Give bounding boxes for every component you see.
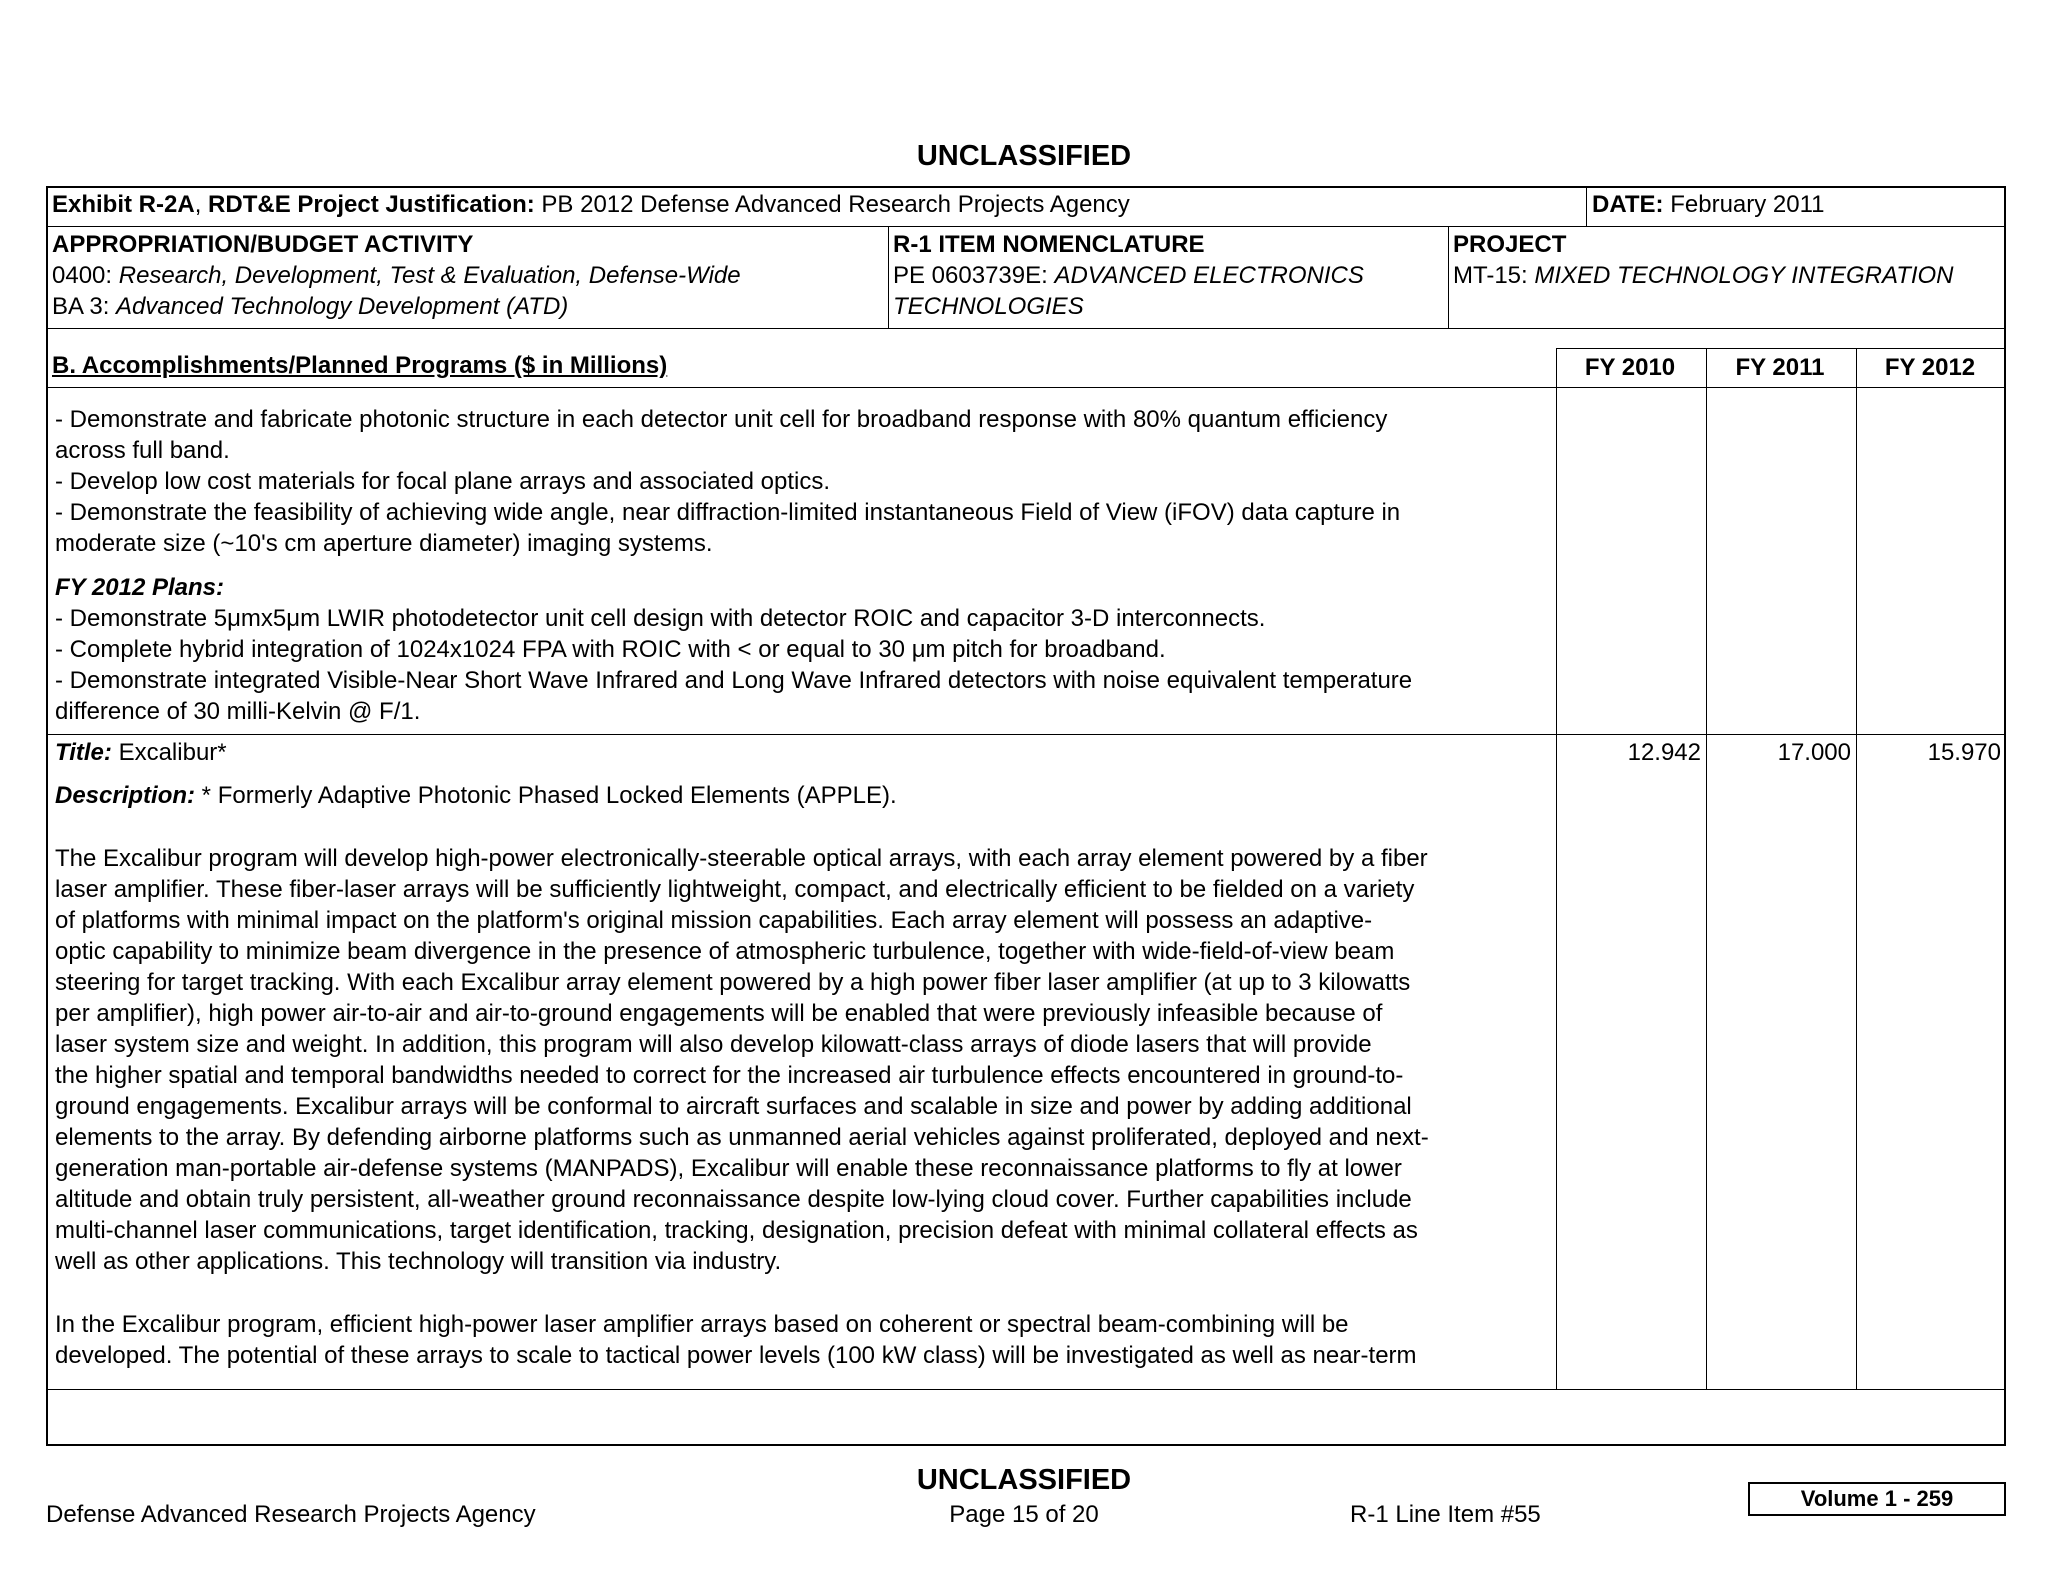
exhibit-label: Exhibit R-2A <box>52 191 195 218</box>
appropriation-line-2 <box>52 291 568 322</box>
footer-line-item: R-1 Line Item #55 <box>1350 1501 1541 1528</box>
title-label: Title: <box>55 739 112 766</box>
exhibit-sep: , <box>194 191 209 218</box>
footer-volume-box: Volume 1 - 259 <box>1748 1482 2006 1516</box>
project-heading: PROJECT <box>1453 231 1567 258</box>
date-value: February 2011 <box>1663 191 1825 218</box>
rule-r1-sep <box>1448 226 1449 328</box>
value-fy2011: 17.000 <box>1777 739 1851 766</box>
rule-appr-sep <box>888 226 889 328</box>
rule-fy-top <box>1556 348 2006 349</box>
rule-under-header <box>48 328 2006 329</box>
r1-line-1 <box>893 260 1364 291</box>
r1-code: PE 0603739E: <box>893 262 1055 289</box>
project-code: MT-15: <box>1453 262 1535 289</box>
fy-header-2010: FY 2010 <box>1584 354 1676 381</box>
rule-date-sep <box>1586 188 1587 226</box>
fy-header-2011: FY 2011 <box>1735 354 1825 381</box>
title-value: Excalibur* <box>111 739 227 766</box>
rule-fy2011-left <box>1706 348 1707 1389</box>
appropriation-code-2: BA 3: <box>52 293 117 320</box>
project-line <box>1453 260 1954 291</box>
block1-bullets: - Demonstrate and fabricate photonic structure in each detector unit cell for broadband response with 80% quantum efficiency across full band. - Develop low cost materials for focal plane arrays and associated optics. - Demonstrate the feasibility of achieving wide angle, near diffraction-limited instantaneous Field of View (iFOV) data capture in moderate size (~10's cm aperture diameter) imaging systems. <box>55 406 1401 557</box>
rule-under-block1 <box>48 734 2006 735</box>
description-label: Description: <box>55 782 196 809</box>
appropriation-text-1: Research, Development, Test & Evaluation, Defense-Wide <box>118 262 741 289</box>
appropriation-heading: APPROPRIATION/BUDGET ACTIVITY <box>52 231 474 258</box>
date-cell <box>1592 189 1825 220</box>
section-heading: B. Accomplishments/Planned Programs ($ in Millions) <box>52 352 668 379</box>
excalibur-description <box>55 780 897 811</box>
exhibit-line <box>52 189 1130 220</box>
appropriation-code-1: 0400: <box>52 262 119 289</box>
fy-header-2012: FY 2012 <box>1884 354 1976 381</box>
fy2012-plans-heading: FY 2012 Plans: <box>55 574 224 601</box>
rule-under-section <box>48 387 2006 388</box>
rule-fy2010-left <box>1556 348 1557 1389</box>
appropriation-text-2: Advanced Technology Development (ATD) <box>116 293 569 320</box>
description-value: * Formerly Adaptive Photonic Phased Locked Elements (APPLE). <box>195 782 897 809</box>
classification-bottom: UNCLASSIFIED <box>916 1464 1132 1496</box>
classification-top: UNCLASSIFIED <box>916 140 1132 172</box>
excalibur-title <box>55 737 227 768</box>
value-fy2010: 12.942 <box>1627 739 1701 766</box>
date-label: DATE: <box>1592 191 1664 218</box>
justification-value: PB 2012 Defense Advanced Research Projects Agency <box>534 191 1130 218</box>
fy2012-plans-list: - Demonstrate 5μmx5μm LWIR photodetector unit cell design with detector ROIC and capacitor 3-D interconnects. - Complete hybrid integration of 1024x1024 FPA with ROIC with < or equal to 30 μm pitch for broadband. - Demonstrate integrated Visible-Near Short Wave Infrared and Long Wave Infrared detectors with noise equivalent temperature difference of 30 milli-Kelvin @ F/1. <box>55 605 1413 725</box>
footer-agency: Defense Advanced Research Projects Agency <box>46 1501 536 1528</box>
excalibur-paragraph-2: In the Excalibur program, efficient high-power laser amplifier arrays based on coherent or spectral beam-combining will be developed. The potential of these arrays to scale to tactical power levels (100 kW class) will be investigated as well as near-term <box>55 1311 1417 1369</box>
rule-under-block2 <box>48 1389 2006 1390</box>
r1-line-2: TECHNOLOGIES <box>893 293 1084 320</box>
appropriation-line-1 <box>52 260 741 291</box>
excalibur-paragraph-1: The Excalibur program will develop high-power electronically-steerable optical arrays, with each array element powered by a fiber laser amplifier. These fiber-laser arrays will be sufficiently lightweight, compact, and electrically efficient to be fielded on a variety of platforms with minimal impact on the platform's original mission capabilities. Each array element will possess an adaptive- optic capability to minimize beam divergence in the presence of atmospheric turbulence, together with wide-field-of-view beam steering for target tracking. With each Excalibur array element powered by a high power fiber laser amplifier (at up to 3 kilowatts per amplifier), high power air-to-air and air-to-ground engagements will be enabled that were previously infeasible because of laser system size and weight. In addition, this program will also develop kilowatt-class arrays of diode lasers that will provide the higher spatial and temporal bandwidths needed to correct for the increased air turbulence effects encountered in ground-to- ground engagements. Excalibur arrays will be conformal to aircraft surfaces and scalable in size and power by adding additional elements to the array. By defending airborne platforms such as unmanned aerial vehicles against proliferated, deployed and next- generation man-portable air-defense systems (MANPADS), Excalibur will enable these reconnaissance platforms to fly at lower altitude and obtain truly persistent, all-weather ground reconnaissance despite low-lying cloud cover. Further capabilities include multi-channel laser communications, target identification, tracking, designation, precision defeat with minimal collateral effects as well as other applications. This technology will transition via industry. <box>55 845 1429 1275</box>
footer-page: Page 15 of 20 <box>949 1501 1099 1528</box>
project-name: MIXED TECHNOLOGY INTEGRATION <box>1534 262 1954 289</box>
rule-under-exhibit <box>48 226 2006 227</box>
r1-name-1: ADVANCED ELECTRONICS <box>1054 262 1364 289</box>
r1-heading: R-1 ITEM NOMENCLATURE <box>893 231 1205 258</box>
rule-fy2012-left <box>1856 348 1857 1389</box>
value-fy2012: 15.970 <box>1927 739 2001 766</box>
justification-label: RDT&E Project Justification: <box>208 191 535 218</box>
